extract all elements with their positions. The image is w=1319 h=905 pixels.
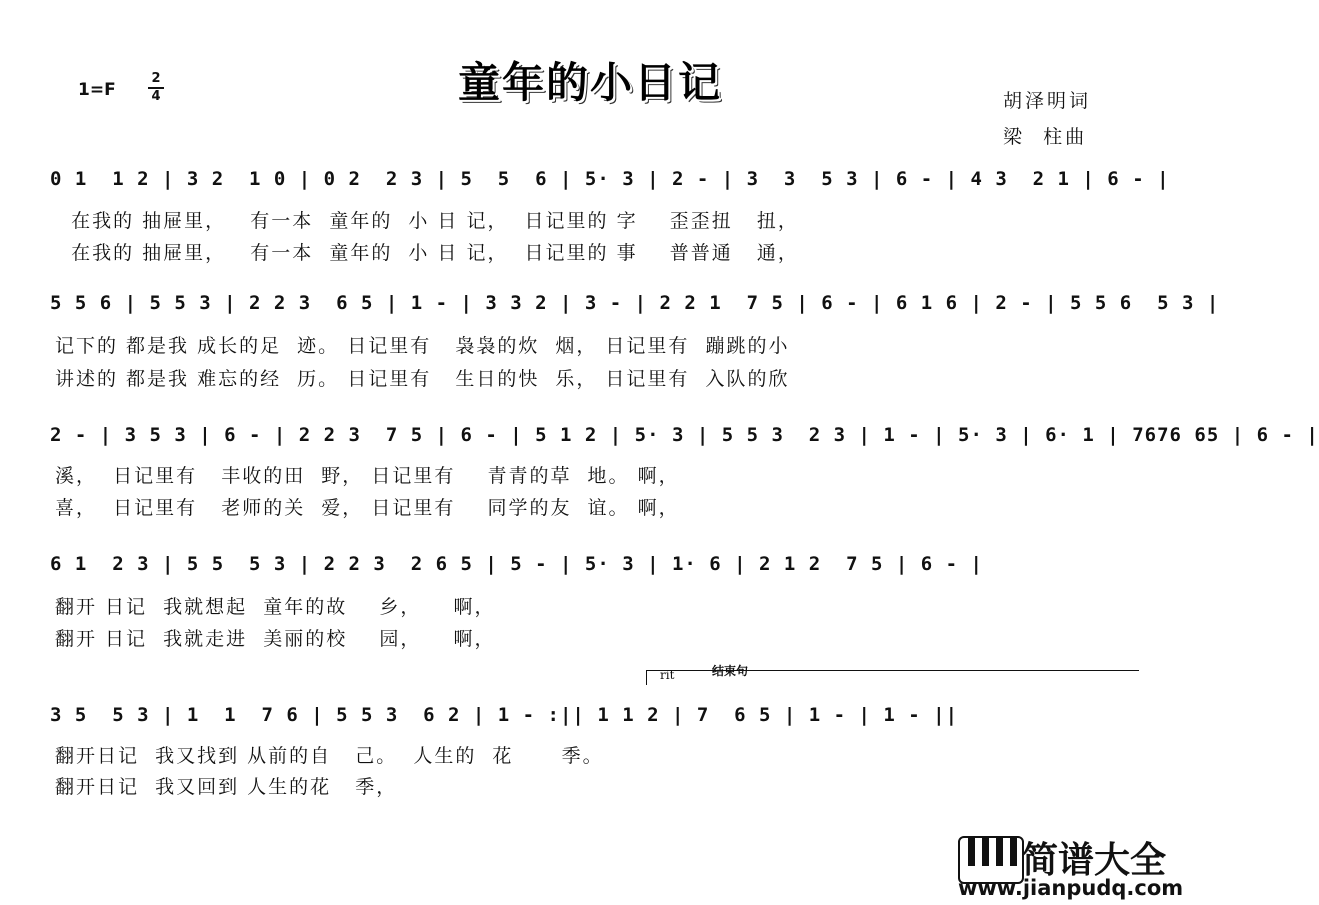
time-signature: [148, 72, 164, 104]
lyric-line-4-verse-1: 翻开 日记 我就想起 童年的故 乡， 啊，: [55, 596, 496, 618]
rit-marking: rit: [660, 668, 675, 682]
notation-line-4: 6 1 2 3 | 5 5 5 3 | 2 2 3 2 6 5 | 5 - | 5· 3 | 1· 6 | 2 1 2 7 5 | 6 - |: [50, 553, 983, 575]
notation-line-1: 0 1 1 2 | 3 2 1 0 | 0 2 2 3 | 5 5 6 | 5· 3 | 2 - | 3 3 5 3 | 6 - | 4 3 2 1 | 6 - |: [50, 168, 1170, 190]
lyric-line-3-verse-2: 喜， 日记里有 老师的关 爱， 日记里有 同学的友 谊。 啊，: [55, 497, 680, 519]
lyric-line-4-verse-2: 翻开 日记 我就走进 美丽的校 园， 啊，: [55, 628, 496, 650]
lyric-line-2-verse-1: 记下的 都是我 成长的足 迹。 日记里有 袅袅的炊 烟， 日记里有 蹦跳的小: [55, 335, 790, 357]
time-bottom: 4: [151, 89, 161, 104]
key-signature: 1=F: [78, 80, 116, 100]
lyric-line-5-verse-1: 翻开日记 我又找到 从前的自 己。 人生的 花 季。: [55, 745, 604, 767]
watermark-logo-text: 简谱大全: [1022, 840, 1167, 881]
time-top: 2: [151, 71, 161, 86]
score-title: 童年的小日记: [457, 58, 722, 107]
notation-line-5: 3 5 5 3 | 1 1 7 6 | 5 5 3 6 2 | 1 - :|| 1 1 2 | 7 6 5 | 1 - | 1 - ||: [50, 704, 959, 726]
lyric-line-3-verse-1: 溪， 日记里有 丰收的田 野， 日记里有 青青的草 地。 啊，: [55, 465, 680, 487]
lyric-line-1-verse-1: 在我的 抽屉里， 有一本 童年的 小 日 记， 日记里的 字 歪歪扭 扭，: [55, 210, 799, 232]
composer-credit: 梁 柱曲: [1003, 126, 1088, 148]
notation-line-3: 2 - | 3 5 3 | 6 - | 2 2 3 7 5 | 6 - | 5 1 2 | 5· 3 | 5 5 3 2 3 | 1 - | 5· 3 | 6· 1 | 7676 65 | 6 - |: [50, 424, 1319, 446]
lyric-line-1-verse-2: 在我的 抽屉里， 有一本 童年的 小 日 记， 日记里的 事 普普通 通，: [55, 242, 799, 264]
ending-label: 结束句: [712, 664, 749, 678]
lyricist-credit: 胡泽明词: [1003, 90, 1092, 112]
lyric-line-5-verse-2: 翻开日记 我又回到 人生的花 季，: [55, 776, 398, 798]
notation-line-2: 5 5 6 | 5 5 3 | 2 2 3 6 5 | 1 - | 3 3 2 | 3 - | 2 2 1 7 5 | 6 - | 6 1 6 | 2 - | 5 5 6 5 3 |: [50, 292, 1220, 314]
watermark-url: www.jianpudq.com: [958, 876, 1184, 900]
lyric-line-2-verse-2: 讲述的 都是我 难忘的经 历。 日记里有 生日的快 乐， 日记里有 入队的欣: [55, 368, 790, 390]
